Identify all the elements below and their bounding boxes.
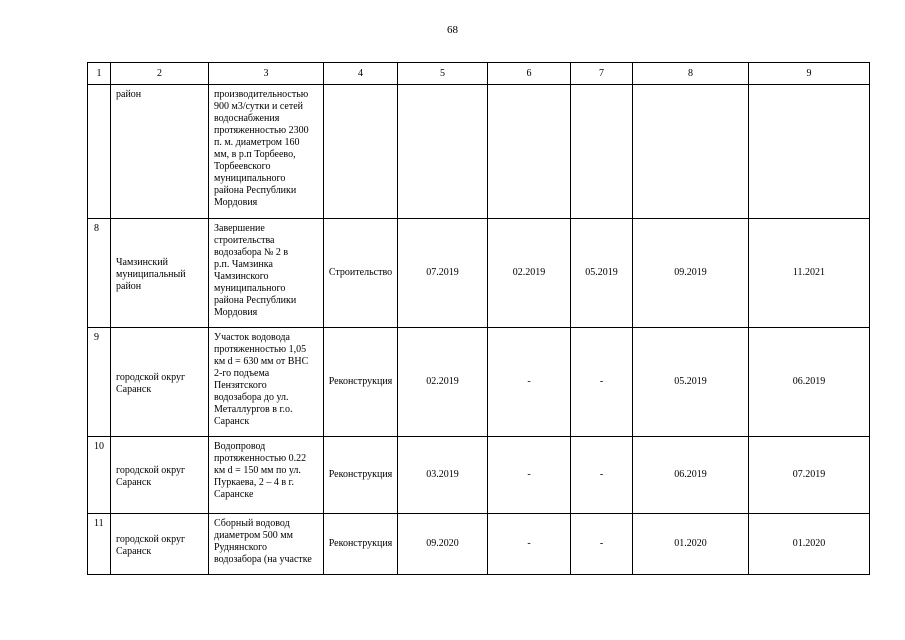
column-header: 7 bbox=[571, 63, 633, 85]
date-cell: 09.2020 bbox=[398, 514, 488, 575]
date-cell bbox=[488, 85, 571, 219]
object-cell: Водопровод протяженностью 0.22 км d = 150 мм по ул. Пуркаева, 2 – 4 в г. Саранске bbox=[209, 437, 324, 514]
date-cell: 01.2020 bbox=[633, 514, 749, 575]
table-row bbox=[88, 437, 870, 514]
date-cell: 02.2019 bbox=[488, 219, 571, 328]
row-number bbox=[88, 85, 111, 219]
district-cell: район bbox=[111, 85, 209, 219]
date-cell: - bbox=[488, 514, 571, 575]
date-cell: 02.2019 bbox=[398, 328, 488, 437]
table-row bbox=[88, 328, 870, 437]
district-cell: городской округ Саранск bbox=[111, 328, 209, 437]
date-cell bbox=[571, 85, 633, 219]
date-cell bbox=[749, 85, 870, 219]
date-cell: - bbox=[488, 328, 571, 437]
column-header: 4 bbox=[324, 63, 398, 85]
date-cell: - bbox=[488, 437, 571, 514]
row-number: 10 bbox=[88, 437, 111, 514]
work-type-cell: Строительство bbox=[324, 219, 398, 328]
work-type-cell bbox=[324, 85, 398, 219]
date-cell: 06.2019 bbox=[633, 437, 749, 514]
date-cell: 07.2019 bbox=[749, 437, 870, 514]
table-row bbox=[88, 85, 870, 219]
date-cell: 06.2019 bbox=[749, 328, 870, 437]
date-cell: - bbox=[571, 514, 633, 575]
column-header: 2 bbox=[111, 63, 209, 85]
work-type-cell: Реконструкция bbox=[324, 514, 398, 575]
date-cell: 01.2020 bbox=[749, 514, 870, 575]
table-header-row bbox=[88, 63, 870, 85]
date-cell: 05.2019 bbox=[571, 219, 633, 328]
date-cell: 11.2021 bbox=[749, 219, 870, 328]
date-cell bbox=[633, 85, 749, 219]
row-number: 11 bbox=[88, 514, 111, 575]
work-type-cell: Реконструкция bbox=[324, 437, 398, 514]
work-type-cell: Реконструкция bbox=[324, 328, 398, 437]
object-cell: Сборный водовод диаметром 500 мм Руднянского водозабора (на участке bbox=[209, 514, 324, 575]
table-row bbox=[88, 219, 870, 328]
column-header: 5 bbox=[398, 63, 488, 85]
object-cell: производительностью 900 м3/сутки и сетей водоснабжения протяженностью 2300 п. м. диаметром 160 мм, в р.п Торбеево, Торбеевского муниципального района Республики Мордовия bbox=[209, 85, 324, 219]
column-header: 1 bbox=[88, 63, 111, 85]
column-header: 3 bbox=[209, 63, 324, 85]
column-header: 6 bbox=[488, 63, 571, 85]
row-number: 9 bbox=[88, 328, 111, 437]
object-cell: Участок водовода протяженностью 1,05 км d = 630 мм от ВНС 2-го подъема Пензятского водозабора до ул. Металлургов в г.о. Саранск bbox=[209, 328, 324, 437]
date-cell: 03.2019 bbox=[398, 437, 488, 514]
row-number: 8 bbox=[88, 219, 111, 328]
column-header: 9 bbox=[749, 63, 870, 85]
date-cell bbox=[398, 85, 488, 219]
date-cell: 09.2019 bbox=[633, 219, 749, 328]
date-cell: 05.2019 bbox=[633, 328, 749, 437]
district-cell: городской округ Саранск bbox=[111, 437, 209, 514]
object-cell: Завершение строительства водозабора № 2 в р.п. Чамзинка Чамзинского муниципального района Республики Мордовия bbox=[209, 219, 324, 328]
date-cell: - bbox=[571, 328, 633, 437]
construction-schedule-table bbox=[87, 62, 870, 575]
date-cell: - bbox=[571, 437, 633, 514]
column-header: 8 bbox=[633, 63, 749, 85]
table-row bbox=[88, 514, 870, 575]
page-number: 68 bbox=[447, 24, 458, 36]
district-cell: городской округ Саранск bbox=[111, 514, 209, 575]
district-cell: Чамзинский муниципальный район bbox=[111, 219, 209, 328]
date-cell: 07.2019 bbox=[398, 219, 488, 328]
